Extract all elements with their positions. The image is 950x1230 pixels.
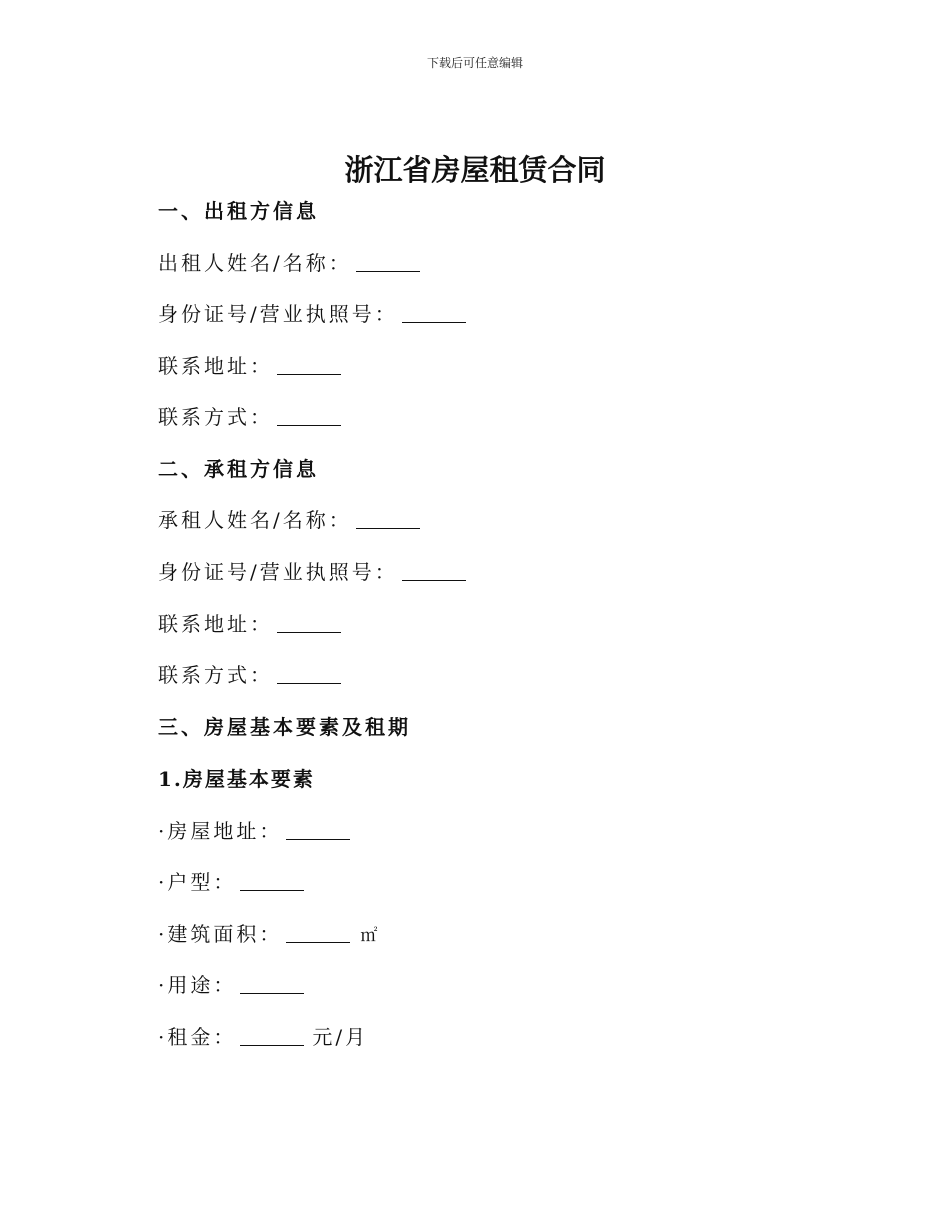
lessee-contact-row [158, 660, 341, 690]
property-address-row [158, 816, 350, 846]
subheading-property-basics: 1.房屋基本要素 [158, 767, 315, 791]
property-layout-row [158, 867, 304, 897]
property-usage-row [158, 970, 304, 1000]
section-heading-property: 三、房屋基本要素及租期 [158, 715, 411, 739]
lessor-address-row [158, 351, 341, 381]
property-area-label: ·建筑面积： [158, 922, 283, 946]
property-address-label: ·房屋地址： [158, 819, 283, 843]
lessee-id-blank[interactable] [402, 560, 466, 581]
lessee-id-row [158, 557, 466, 587]
lessee-contact-blank[interactable] [277, 663, 341, 684]
area-unit: ㎡ [360, 926, 381, 946]
lessor-name-blank[interactable] [356, 251, 420, 272]
property-rent-label: ·租金： [158, 1025, 237, 1049]
lessee-name-blank[interactable] [356, 508, 420, 529]
property-rent-blank[interactable] [240, 1025, 304, 1046]
lessor-id-row [158, 299, 466, 329]
property-address-blank[interactable] [286, 819, 350, 840]
lessor-contact-row [158, 402, 341, 432]
property-usage-label: ·用途： [158, 973, 237, 997]
lessee-name-label: 承租人姓名/名称： [158, 508, 352, 532]
lessor-contact-blank[interactable] [277, 405, 341, 426]
property-layout-label: ·户型： [158, 870, 237, 894]
property-layout-blank[interactable] [240, 870, 304, 891]
section-heading-lessee: 二、承租方信息 [158, 457, 319, 481]
lessee-address-label: 联系地址： [158, 612, 273, 636]
page-header-note: 下载后可任意编辑 [426, 56, 523, 70]
lessee-address-blank[interactable] [277, 612, 341, 633]
rent-unit: 元/月 [312, 1025, 369, 1049]
document-title: 浙江省房屋租赁合同 [344, 153, 606, 187]
lessor-contact-label: 联系方式： [158, 405, 273, 429]
section-heading-lessor: 一、出租方信息 [158, 199, 319, 223]
lessor-id-label: 身份证号/营业执照号： [158, 302, 398, 326]
property-area-row [158, 919, 380, 949]
lessee-id-label: 身份证号/营业执照号： [158, 560, 398, 584]
property-area-blank[interactable] [286, 922, 350, 943]
lessor-name-row [158, 248, 420, 278]
lessor-id-blank[interactable] [402, 302, 466, 323]
lessee-name-row [158, 505, 420, 535]
property-usage-blank[interactable] [240, 973, 304, 994]
lessor-name-label: 出租人姓名/名称： [158, 251, 352, 275]
lessee-contact-label: 联系方式： [158, 663, 273, 687]
lessor-address-label: 联系地址： [158, 354, 273, 378]
lessee-address-row [158, 609, 341, 639]
property-rent-row [158, 1022, 368, 1052]
lessor-address-blank[interactable] [277, 354, 341, 375]
